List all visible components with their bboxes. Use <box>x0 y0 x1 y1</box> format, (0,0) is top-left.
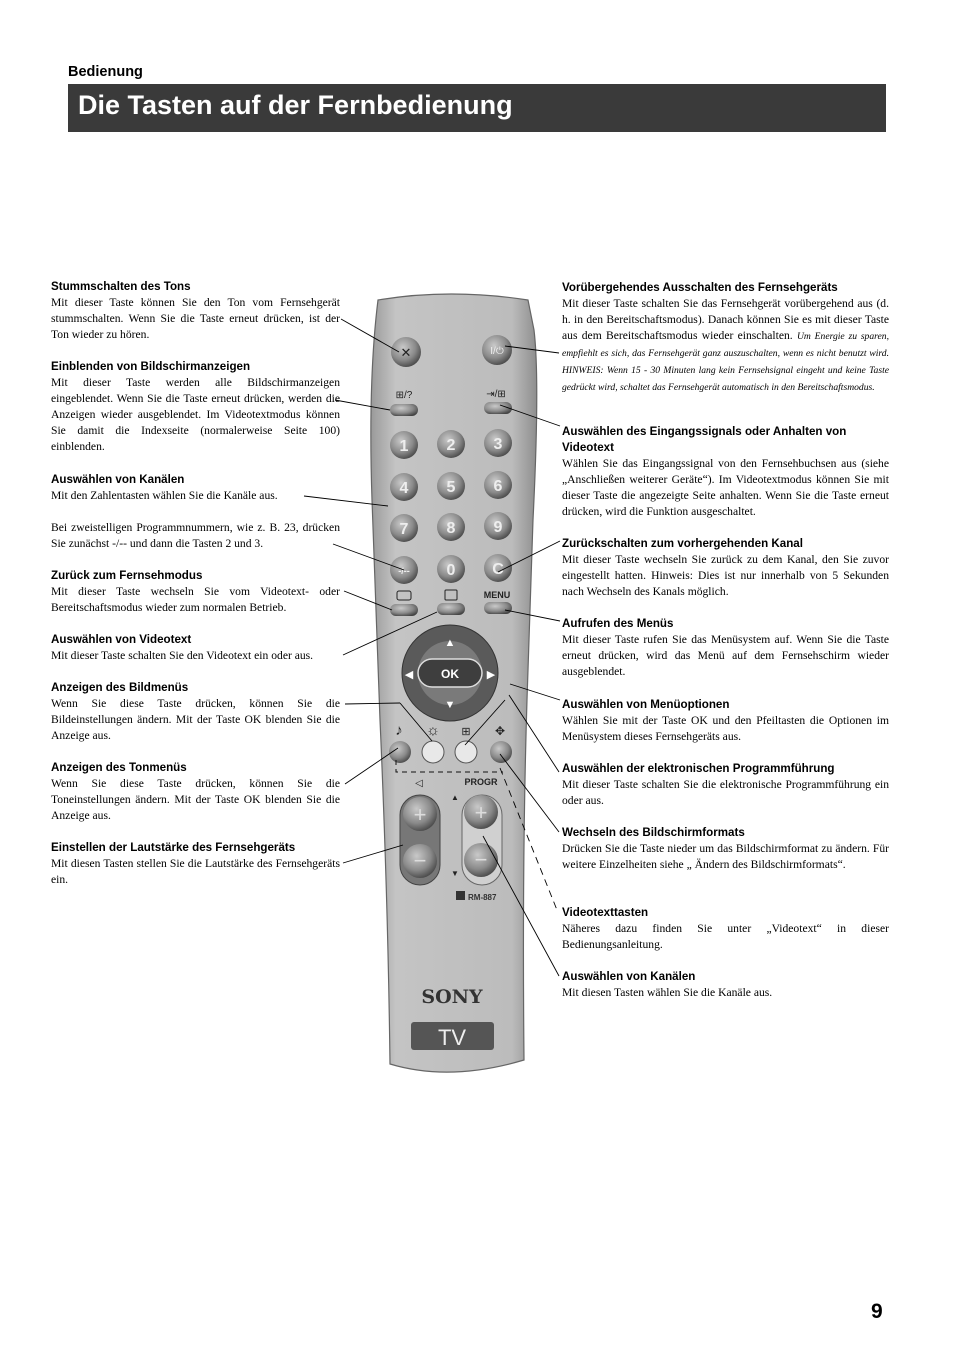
svg-text:5: 5 <box>446 479 456 496</box>
svg-text:4: 4 <box>399 480 409 497</box>
desc-teletext-keys: Videotexttasten Näheres dazu finden Sie unter „Videotext“ in dieser Bedienungsanleitung. <box>562 906 889 951</box>
svg-text:+: + <box>413 802 427 827</box>
key-6[interactable] <box>484 471 512 499</box>
volume-icon: ◁ <box>415 778 423 789</box>
svg-text:C: C <box>492 561 504 578</box>
desc-channel-select: Auswählen von Kanälen Mit den Zahlentasten wählen Sie die Kanäle aus. Bei zweistelligen Programmnummern, wie z. B. 23, drücken Sie zunächst -/-- und dann die Tasten 2 und 3. <box>51 473 340 550</box>
sound-icon: ♪ <box>395 722 403 739</box>
svg-text:6: 6 <box>493 478 503 495</box>
arrow-right-icon: ▶ <box>486 669 496 681</box>
picture-menu-button[interactable] <box>422 741 444 763</box>
key-8[interactable] <box>437 513 465 541</box>
page-title: Die Tasten auf der Fernbedienung <box>78 90 513 120</box>
desc-mute: Stummschalten des Tons Mit dieser Taste können Sie den Ton vom Fernsehgerät stummschalten. Wenn Sie die Taste erneut drücken, ist der Ton wieder zu hören. <box>51 280 340 341</box>
svg-text:0: 0 <box>446 562 456 579</box>
svg-text:7: 7 <box>399 521 409 538</box>
key-3[interactable] <box>484 429 512 457</box>
desc-menu: Aufrufen des Menüs Mit dieser Taste rufen Sie das Menüsystem auf. Wenn Sie die Taste erneut drücken, wird das Menü auf dem Fernsehschirm wieder ausgeblendet. <box>562 617 889 678</box>
format-button[interactable] <box>490 741 512 763</box>
key-4[interactable] <box>390 473 418 501</box>
svg-text:−: − <box>413 848 427 873</box>
picture-icon: ☼ <box>426 722 440 739</box>
svg-text:-/--: -/-- <box>398 566 410 576</box>
svg-text:3: 3 <box>493 436 503 453</box>
desc-tv-mode: Zurück zum Fernsehmodus Mit dieser Taste wechseln Sie vom Videotext- oder Bereitschaftsmodus wieder zum normalen Betrieb. <box>51 569 340 614</box>
desc-info: Einblenden von Bildschirmanzeigen Mit dieser Taste werden alle Bildschirmanzeigen eingeblendet. Wenn Sie die Taste erneut drücken, werden die Anzeigen wieder ausgeblendet. Im Videotextmodus können Sie damit die Indexseite (normalerweise Seite 100) einblenden. <box>51 360 340 453</box>
desc-standby: Vorübergehendes Ausschalten des Fernsehgeräts Mit dieser Taste schalten Sie das Fernsehgerät vorübergehend aus (d. h. in den Bereitschaftsmodus). Danach können Sie es mit dieser Taste aus dem Bereitschaftsmodus wieder einschalten. Um Energie zu sparen, empfiehlt es sich, das Fernsehgerät ganz auszuschalten, wenn es nicht benutzt wird. HINWEIS: Wenn 15 - 30 Minuten lang kein Fernsehsignal eingeht und keine Taste gedrückt wird, schaltet das Fernsehgerät automatisch in den Bereitschaftsmodus. <box>562 281 889 393</box>
section-label: Bedienung <box>68 64 143 80</box>
desc-previous-channel: Zurückschalten zum vorhergehenden Kanal Mit dieser Taste wechseln Sie zurück zu dem Kanal, den Sie zuvor eingestellt hatten. Hinweis: Dies ist nur innerhalb von 5 Sekunden nach Wechseln des Kanals möglich. <box>562 537 889 598</box>
desc-sound-menu: Anzeigen des Tonmenüs Wenn Sie diese Taste drücken, können Sie die Toneinstellungen ändern. Mit der Taste OK blenden Sie die Anzeige aus. <box>51 761 340 822</box>
svg-text:+: + <box>474 800 488 825</box>
key-2[interactable] <box>437 430 465 458</box>
desc-input-hold: Auswählen des Eingangssignals oder Anhalten von Videotext Wählen Sie das Eingangssignal von den Fernsehbuchsen aus (siehe „Anschließen weiterer Geräte“). Im Videotextmodus können Sie mit dieser Taste die angezeigte Seite anhalten. Wenn Sie die Taste erneut drücken, wird die Funktion ausgeschaltet. <box>562 425 889 518</box>
desc-screen-format: Wechseln des Bildschirmformats Drücken Sie die Taste nieder um das Bildschirmformat zu ändern. Für weitere Einzelheiten siehe „ Ändern des Bildschirmformats“. <box>562 826 889 871</box>
desc-menu-options: Auswählen von Menüoptionen Wählen Sie mit der Taste OK und den Pfeiltasten die Optionen im Menüsystem dieses Fernsehgeräts aus. <box>562 698 889 743</box>
svg-text:9: 9 <box>493 519 503 536</box>
arrow-down-icon: ▼ <box>444 699 456 711</box>
arrow-up-icon: ▲ <box>444 637 456 649</box>
svg-text:2: 2 <box>446 437 456 454</box>
key-previous[interactable] <box>484 554 512 582</box>
desc-program-keys: Auswählen von Kanälen Mit diesen Tasten wählen Sie die Kanäle aus. <box>562 970 773 999</box>
menu-label: MENU <box>483 590 511 600</box>
key-5[interactable] <box>437 472 465 500</box>
svg-text:✕: ✕ <box>400 345 412 360</box>
desc-epg: Auswählen der elektronischen Programmführung Mit dieser Taste schalten Sie die elektronische Programmführung ein oder aus. <box>562 762 889 807</box>
epg-icon: ⊞ <box>461 726 471 738</box>
key-0[interactable] <box>437 555 465 583</box>
navigation-pad[interactable] <box>402 625 498 721</box>
page-number: 9 <box>871 1300 883 1323</box>
key-9[interactable] <box>484 512 512 540</box>
desc-volume: Einstellen der Lautstärke des Fernsehgeräts Mit diesen Tasten stellen Sie die Lautstärke des Fernsehgeräts ein. <box>51 841 340 886</box>
volume-rocker[interactable] <box>400 795 440 885</box>
progr-label: PROGR <box>464 777 498 787</box>
arrow-left-icon: ◀ <box>404 669 414 681</box>
svg-text:1: 1 <box>399 438 409 455</box>
power-button[interactable] <box>482 335 512 365</box>
svg-text:⇥/⊞: ⇥/⊞ <box>486 389 506 400</box>
power-label: I/⏻ <box>490 346 504 357</box>
ok-label: OK <box>441 667 459 681</box>
svg-text:8: 8 <box>446 520 456 537</box>
key-1[interactable] <box>390 431 418 459</box>
svg-text:−: − <box>474 847 488 872</box>
key-7[interactable] <box>390 514 418 542</box>
svg-text:▼: ▼ <box>451 869 459 878</box>
desc-teletext: Auswählen von Videotext Mit dieser Taste schalten Sie den Videotext ein oder aus. <box>51 633 314 662</box>
mute-button[interactable] <box>391 337 421 367</box>
tv-label: TV <box>437 1025 467 1050</box>
svg-text:⊞/?: ⊞/? <box>395 390 413 401</box>
brand-logo: SONY <box>421 986 483 1008</box>
format-icon: ✥ <box>494 724 506 738</box>
model-label: RM-887 <box>468 893 497 902</box>
svg-text:▲: ▲ <box>451 793 459 802</box>
desc-picture-menu: Anzeigen des Bildmenüs Wenn Sie diese Taste drücken, können Sie die Bildeinstellungen ändern. Mit der Taste OK blenden Sie die Anzeige aus. <box>51 681 340 742</box>
